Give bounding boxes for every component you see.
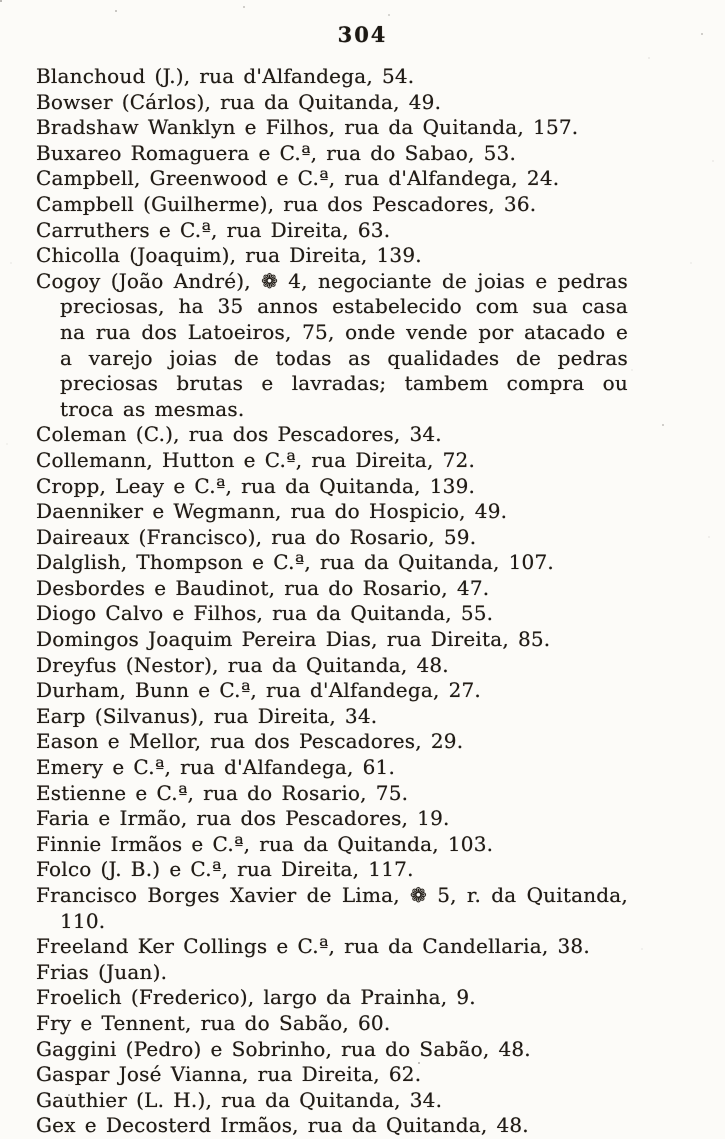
directory-entry-list xyxy=(36,64,628,1139)
directory-entry: Cogoy (João André), ❁ 4, negociante de joias e pedras preciosas, ha 35 annos estabelecido com sua casa na rua dos Latoeiros, 75, onde vende por atacado e a varejo joias de todas as qualidades de pedras preciosas brutas e lavradas; tambem compra ou troca as mesmas. xyxy=(36,268,628,421)
directory-entry: Collemann, Hutton e C.ª, rua Direita, 72. xyxy=(36,447,476,472)
directory-entry: Diogo Calvo e Filhos, rua da Quitanda, 55. xyxy=(36,601,494,626)
directory-entry: Daireaux (Francisco), rua do Rosario, 59. xyxy=(36,524,477,549)
directory-entry: Bowser (Cárlos), rua da Quitanda, 49. xyxy=(36,89,442,114)
directory-entry: Buxareo Romaguera e C.ª, rua do Sabao, 53. xyxy=(36,140,517,165)
directory-entry: Gaspar José Vianna, rua Direita, 62. xyxy=(36,1062,422,1087)
directory-entry: Dreyfus (Nestor), rua da Quitanda, 48. xyxy=(36,652,449,677)
directory-entry: Campbell (Guilherme), rua dos Pescadores, 36. xyxy=(36,191,537,216)
directory-entry: Folco (J. B.) e C.ª, rua Direita, 117. xyxy=(36,857,414,882)
directory-entry: Finnie Irmãos e C.ª, rua da Quitanda, 103. xyxy=(36,831,494,856)
page-header xyxy=(0,0,725,50)
directory-entry: Dalglish, Thompson e C.ª, rua da Quitanda, 107. xyxy=(36,550,554,575)
directory-entry: Blanchoud (J.), rua d'Alfandega, 54. xyxy=(36,64,415,88)
directory-entry: Chicolla (Joaquim), rua Direita, 139. xyxy=(36,243,422,268)
directory-entry: Frias (Juan). xyxy=(36,959,168,984)
page-number: 304 xyxy=(337,22,388,47)
directory-entry: Gauthier (L. H.), rua da Quitanda, 34. xyxy=(36,1087,443,1112)
directory-entry: Desbordes e Baudinot, rua do Rosario, 47. xyxy=(36,575,490,600)
directory-entry: Campbell, Greenwood e C.ª, rua d'Alfandega, 24. xyxy=(36,166,560,191)
directory-entry: Carruthers e C.ª, rua Direita, 63. xyxy=(36,217,391,242)
directory-entry: Daenniker e Wegmann, rua do Hospicio, 49. xyxy=(36,499,508,524)
directory-entry: Durham, Bunn e C.ª, rua d'Alfandega, 27. xyxy=(36,678,481,703)
directory-entry: Francisco Borges Xavier de Lima, ❁ 5, r. da Quitanda, 110. xyxy=(36,883,628,933)
directory-entry: Coleman (C.), rua dos Pescadores, 34. xyxy=(36,422,442,447)
directory-entry: Gaggini (Pedro) e Sobrinho, rua do Sabão, 48. xyxy=(36,1036,531,1061)
directory-entry: Freeland Ker Collings e C.ª, rua da Candellaria, 38. xyxy=(36,934,590,959)
directory-entry: Froelich (Frederico), largo da Prainha, 9. xyxy=(36,985,476,1010)
directory-entry: Domingos Joaquim Pereira Dias, rua Direita, 85. xyxy=(36,627,551,652)
directory-entry: Gex e Decosterd Irmãos, rua da Quitanda, 48. xyxy=(36,1113,529,1138)
directory-entry: Emery e C.ª, rua d'Alfandega, 61. xyxy=(36,755,396,780)
scan-noise-speckles xyxy=(0,0,2,2)
directory-entry: Estienne e C.ª, rua do Rosario, 75. xyxy=(36,780,409,805)
directory-entry: Faria e Irmão, rua dos Pescadores, 19. xyxy=(36,806,450,831)
directory-entry: Bradshaw Wanklyn e Filhos, rua da Quitanda, 157. xyxy=(36,115,579,140)
directory-entry: Earp (Silvanus), rua Direita, 34. xyxy=(36,703,378,728)
directory-entry: Cropp, Leay e C.ª, rua da Quitanda, 139. xyxy=(36,473,476,498)
directory-entry: Fry e Tennent, rua do Sabão, 60. xyxy=(36,1010,391,1035)
directory-entry: Eason e Mellor, rua dos Pescadores, 29. xyxy=(36,729,464,754)
